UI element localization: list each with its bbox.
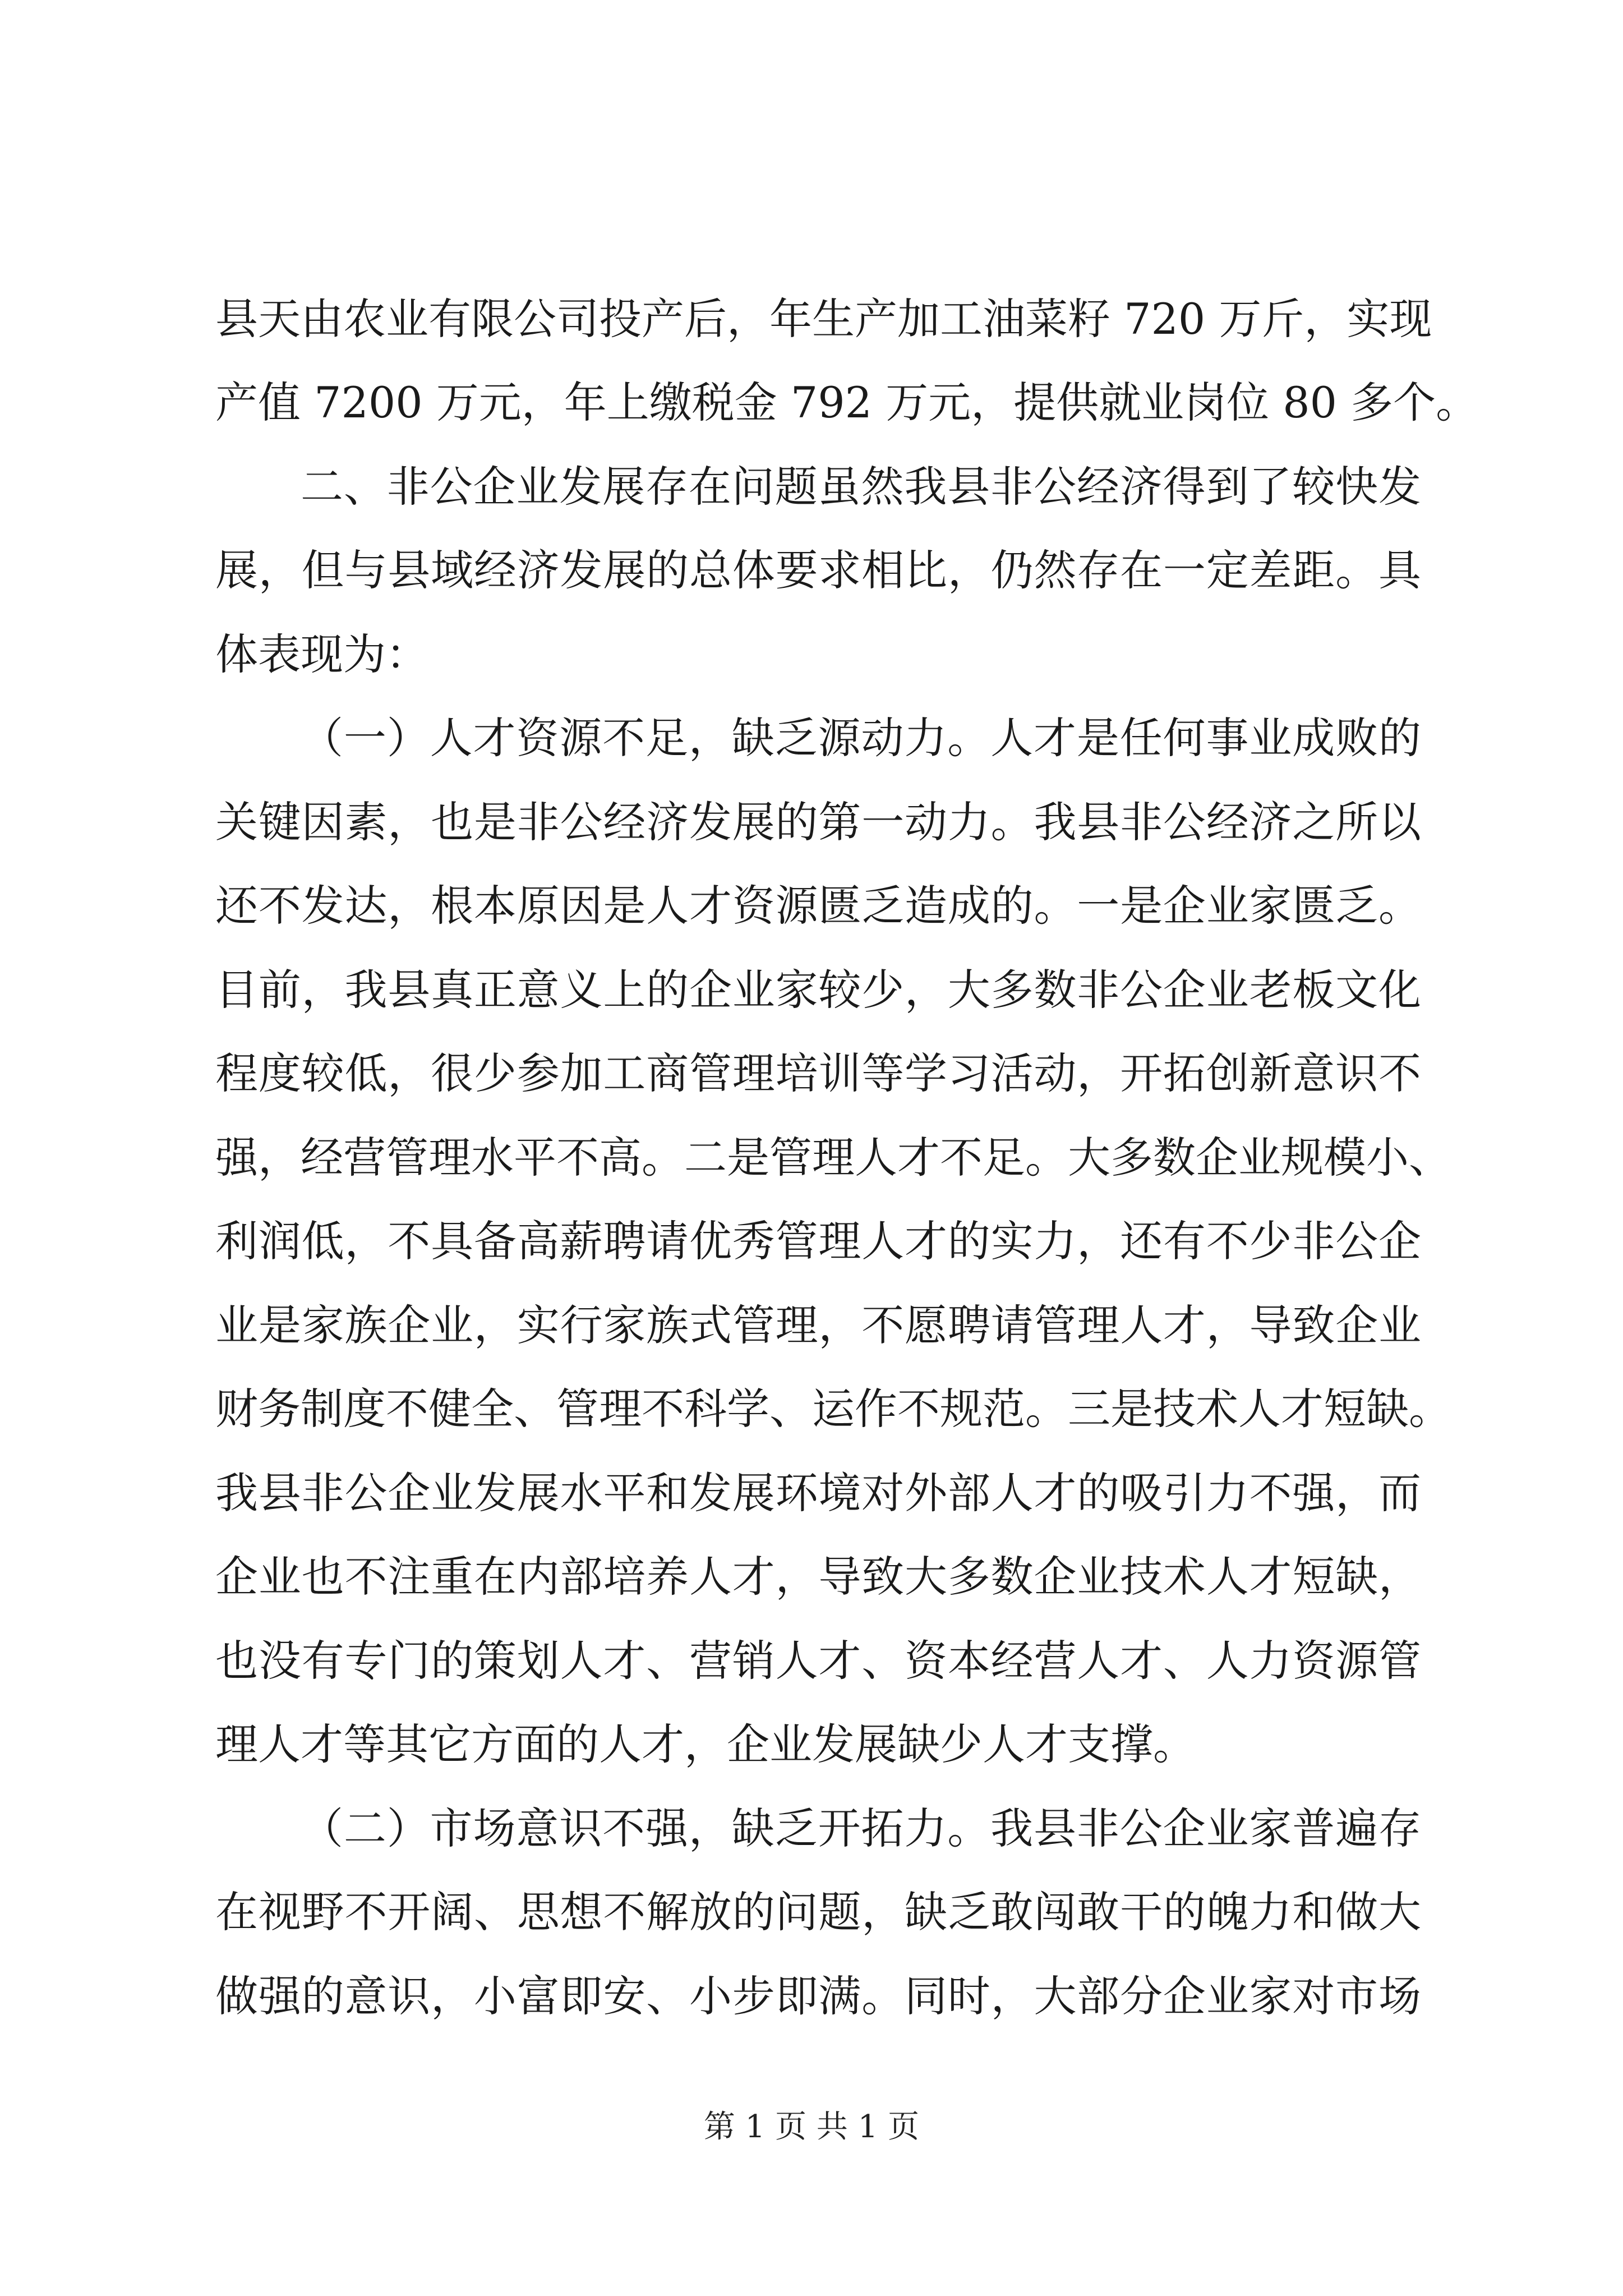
text-line: 体表现为： xyxy=(215,629,428,679)
subsection-heading-line: （二）市场意识不强，缺乏开拓力。我县非公企业家普遍存 xyxy=(301,1803,1421,1853)
text-line: 目前，我县真正意义上的企业家较少，大多数非公企业老板文化 xyxy=(215,965,1421,1015)
subsection-heading-line: （一）人才资源不足，缺乏源动力。人才是任何事业成败的 xyxy=(301,713,1421,763)
text-line: 企业也不注重在内部培养人才，导致大多数企业技术人才短缺， xyxy=(215,1552,1421,1602)
text-line: 业是家族企业，实行家族式管理，不愿聘请管理人才，导致企业 xyxy=(215,1300,1421,1350)
text-line: 还不发达，根本原因是人才资源匮乏造成的。一是企业家匮乏。 xyxy=(215,881,1421,931)
text-line: 强，经营管理水平不高。二是管理人才不足。大多数企业规模小、 xyxy=(215,1133,1451,1182)
text-line: 产值 7200 万元，年上缴税金 792 万元，提供就业岗位 80 多个。 xyxy=(215,378,1479,427)
text-line: 我县非公企业发展水平和发展环境对外部人才的吸引力不强，而 xyxy=(215,1468,1421,1518)
text-line: 在视野不开阔、思想不解放的问题，缺乏敢闯敢干的魄力和做大 xyxy=(215,1887,1421,1937)
section-heading-line: 二、非公企业发展存在问题虽然我县非公经济得到了较快发 xyxy=(301,462,1421,512)
page-footer: 第 1 页 共 1 页 xyxy=(703,2109,920,2145)
text-line: 理人才等其它方面的人才，企业发展缺少人才支撑。 xyxy=(215,1719,1196,1769)
text-line: 展，但与县域经济发展的总体要求相比，仍然存在一定差距。具 xyxy=(215,545,1421,595)
text-line: 县天由农业有限公司投产后，年生产加工油菜籽 720 万斤，实现 xyxy=(215,294,1432,344)
text-line: 财务制度不健全、管理不科学、运作不规范。三是技术人才短缺。 xyxy=(215,1384,1451,1434)
text-line: 利润低，不具备高薪聘请优秀管理人才的实力，还有不少非公企 xyxy=(215,1216,1421,1266)
text-line: 也没有专门的策划人才、营销人才、资本经营人才、人力资源管 xyxy=(215,1636,1421,1686)
text-line: 关键因素，也是非公经济发展的第一动力。我县非公经济之所以 xyxy=(215,797,1421,847)
text-line: 程度较低，很少参加工商管理培训等学习活动，开拓创新意识不 xyxy=(215,1048,1421,1098)
text-line: 做强的意识，小富即安、小步即满。同时，大部分企业家对市场 xyxy=(215,1971,1421,2021)
